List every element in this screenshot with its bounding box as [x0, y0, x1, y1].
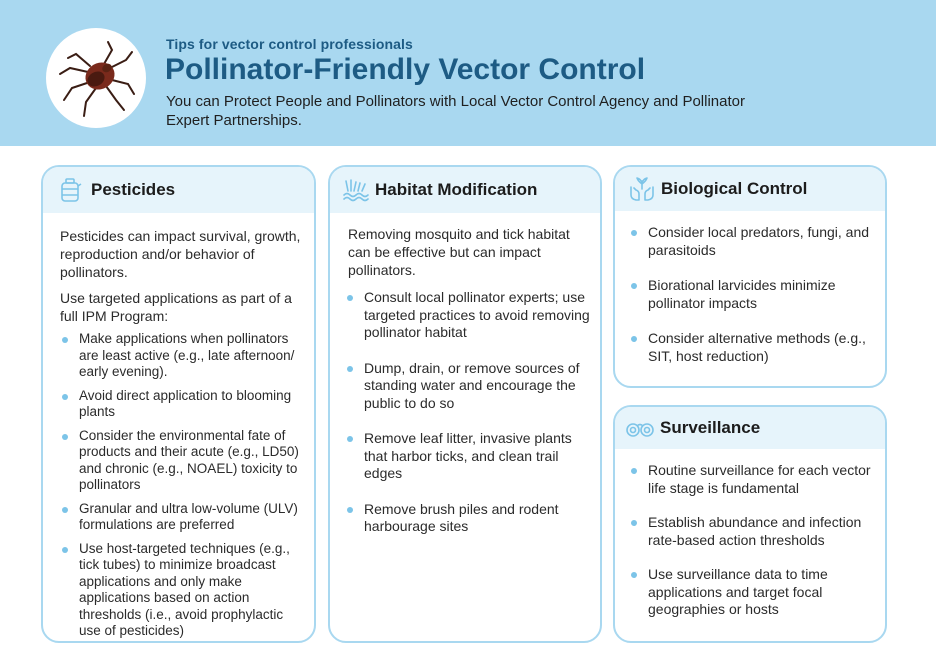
list-item: Use surveillance data to time applications and target focal geographies or hosts	[648, 566, 875, 619]
pesticides-body	[43, 227, 314, 643]
logo-badge	[46, 28, 146, 128]
habitat-list	[348, 289, 590, 536]
surveillance-body	[615, 462, 885, 636]
page-subtitle: You can Protect People and Pollinators with Local Vector Control Agency and Pollinator Expert Partnerships.	[166, 93, 745, 129]
header-band	[0, 0, 936, 146]
list-item: Remove leaf litter, invasive plants that harbor ticks, and clean trail edges	[364, 430, 590, 483]
habitat-body	[330, 225, 600, 554]
list-item: Make applications when pollinators are least active (e.g., late afternoon/ early evening).	[79, 331, 304, 381]
list-item: Consider local predators, fungi, and parasitoids	[648, 224, 875, 259]
biological-control-body	[615, 224, 885, 383]
pesticides-card	[41, 165, 316, 643]
pesticides-intro: Pesticides can impact survival, growth, reproduction and/or behavior of pollinators.	[60, 228, 301, 280]
list-item: Consider the environmental fate of products and their acute (e.g., LD50) and chronic (e.g., NOAEL) toxicity to pollinators	[79, 428, 304, 494]
biological-control-card-header	[615, 167, 885, 211]
list-item: Establish abundance and infection rate-based action thresholds	[648, 514, 875, 549]
surveillance-card-header	[615, 407, 885, 449]
binoculars-icon	[625, 417, 655, 439]
habitat-card	[328, 165, 602, 643]
surveillance-list	[630, 462, 875, 619]
pesticides-title: Pesticides	[91, 180, 176, 199]
list-item: Granular and ultra low-volume (ULV) formulations are preferred	[79, 501, 304, 534]
water-grass-icon	[342, 177, 370, 203]
habitat-title: Habitat Modification	[375, 180, 538, 199]
list-item: Avoid direct application to blooming plants	[79, 388, 304, 421]
eyebrow-text: Tips for vector control professionals	[166, 36, 413, 52]
hands-plant-icon	[628, 175, 656, 203]
list-item: Dump, drain, or remove sources of standing water and encourage the public to do so	[364, 360, 590, 413]
list-item: Consult local pollinator experts; use targeted practices to avoid removing pollinator habitat	[364, 289, 590, 340]
pesticides-intro-2: Use targeted applications as part of a full IPM Program:	[60, 290, 292, 324]
habitat-card-header	[330, 167, 600, 213]
biological-control-card	[613, 165, 887, 388]
tick-icon	[46, 28, 146, 128]
surveillance-title: Surveillance	[660, 418, 761, 437]
list-item: Remove brush piles and rodent harbourage sites	[364, 501, 590, 536]
list-item: Use host-targeted techniques (e.g., tick tubes) to minimize broadcast applications and only make applications based on action thresholds (i.e., avoid prophylactic use of pesticides)	[79, 541, 304, 640]
pesticides-card-header	[43, 167, 314, 213]
list-item: Biorational larvicides minimize pollinator impacts	[648, 277, 875, 312]
sprayer-tank-icon	[57, 176, 83, 204]
biological-control-title: Biological Control	[661, 179, 808, 198]
list-item: Consider alternative methods (e.g., SIT, host reduction)	[648, 330, 875, 365]
page-title: Pollinator-Friendly Vector Control	[165, 53, 646, 86]
surveillance-card	[613, 405, 887, 643]
pesticides-list	[60, 331, 304, 640]
habitat-intro: Removing mosquito and tick habitat can be effective but can impact pollinators.	[348, 226, 570, 278]
list-item: Routine surveillance for each vector life stage is fundamental	[648, 462, 875, 497]
biological-control-list	[630, 224, 875, 365]
